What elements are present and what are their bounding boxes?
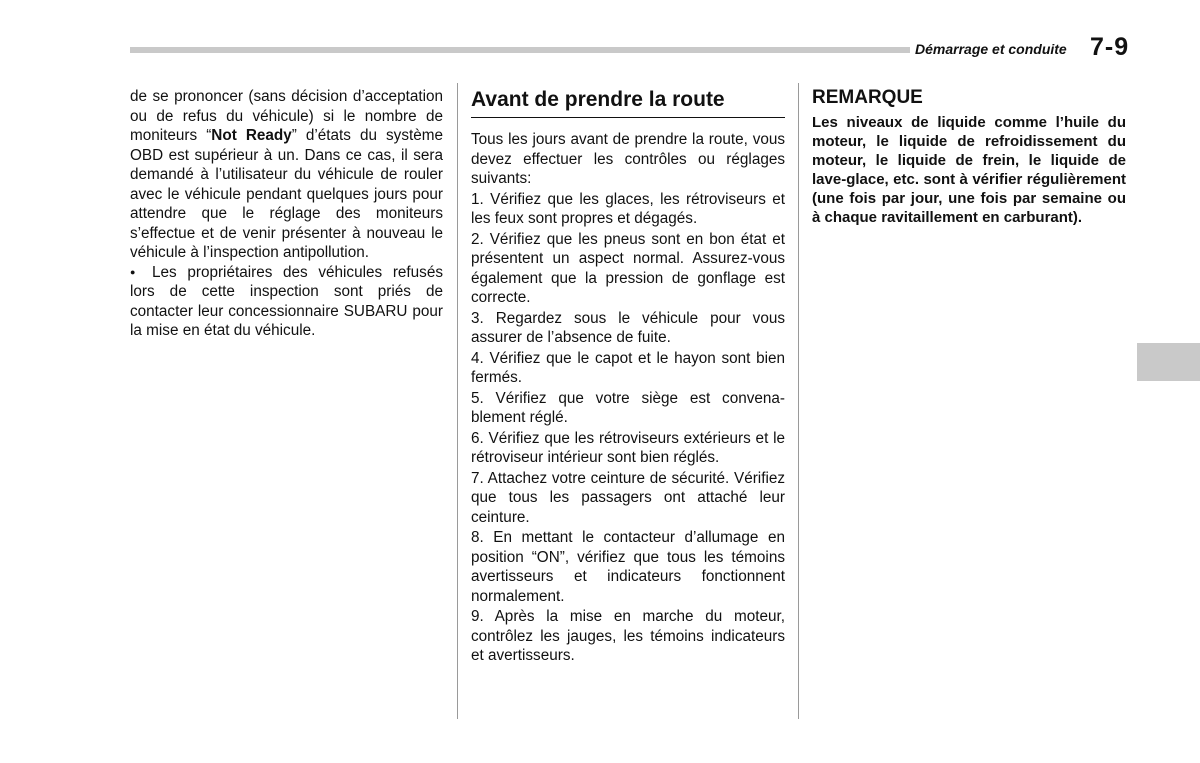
left-column xyxy=(130,87,443,341)
heading-underline xyxy=(471,117,785,118)
page-number: 7-9 xyxy=(1090,33,1130,61)
check-step: 4. Vérifiez que le capot et le hayon sont bien fermés. xyxy=(471,349,785,386)
chapter-tab-marker xyxy=(1137,343,1200,381)
bullet-text: Les propriétaires des véhicules refusés lors de cette inspection sont priés de contacter leur concessionnaire SUBARU pour la mise en état du véhicule. xyxy=(130,263,443,339)
obd-text-part1: de se prononcer (sans décision d’acceptation ou de refus du véhicule) si le nombre de moniteurs “ xyxy=(130,88,443,144)
check-step: 9. Après la mise en marche du moteur, contrôlez les jauges, les témoins indicateurs et avertisseurs. xyxy=(471,608,785,664)
check-step: 7. Attachez votre ceinture de sécurité. Vérifiez que tous les passagers ont attaché leur ceinture. xyxy=(471,469,785,526)
column-divider-left xyxy=(457,83,458,719)
check-step: 6. Vérifiez que les rétroviseurs extérieurs et le rétroviseur intérieur sont bien réglés. xyxy=(471,429,785,466)
middle-column xyxy=(471,87,785,666)
bullet-item xyxy=(130,263,443,341)
check-step: 5. Vérifiez que votre siège est convenablement réglé. xyxy=(471,389,785,426)
section-heading: Avant de prendre la route xyxy=(471,88,725,111)
column-divider-right xyxy=(798,83,799,719)
obd-text-part2: ” d’états du système OBD est supérieur à un. Dans ce cas, il sera demandé à l’utilisateur du véhicule de rouler avec le véhicule pendant quelques jours pour attendre que le réglage des moniteurs s’effectue et de venir présenter à nouveau le véhicule à l’inspection antipollution. xyxy=(130,127,443,261)
obd-paragraph xyxy=(130,87,443,263)
check-step: 3. Regardez sous le véhicule pour vous assurer de l’absence de fuite. xyxy=(471,309,785,346)
remark-heading: REMARQUE xyxy=(812,87,923,108)
header-rule xyxy=(130,47,910,53)
right-column xyxy=(812,87,1126,227)
check-step: 2. Vérifiez que les pneus sont en bon état et présentent un aspect normal. Assurez-vous également que la pression de gonflage est correcte. xyxy=(471,230,785,306)
bullet-icon: ● xyxy=(130,266,136,277)
not-ready-term: Not Ready xyxy=(211,127,292,144)
section-title: Démarrage et conduite xyxy=(915,41,1067,57)
remark-text: Les niveaux de liquide comme l’huile du moteur, le liquide de refroidissement du moteur, le liquide de frein, le liquide de lave-glace, etc. sont à vérifier régulièrement (une fois par jour, une fois par semaine ou à chaque ravitaillement en carburant). xyxy=(812,114,1126,226)
check-step: 1. Vérifiez que les glaces, les rétroviseurs et les feux sont propres et dégagés. xyxy=(471,190,785,227)
check-step: 8. En mettant le contacteur d’allumage en position “ON”, vérifiez que tous les témoins avertisseurs et indicateurs fonctionnent normalement. xyxy=(471,529,785,605)
intro-paragraph: Tous les jours avant de prendre la route, vous devez effectuer les contrôles ou réglages suivants: xyxy=(471,131,785,187)
